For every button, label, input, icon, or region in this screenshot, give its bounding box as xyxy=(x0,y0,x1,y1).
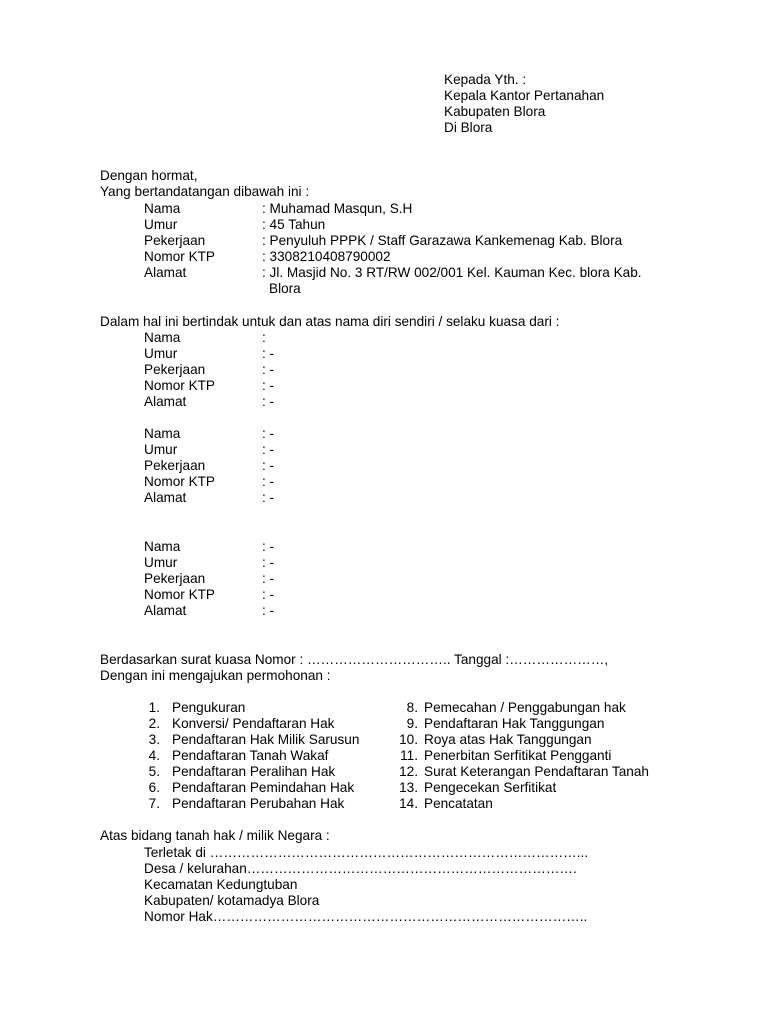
field-value: : - xyxy=(262,378,275,393)
field-label: Pekerjaan xyxy=(144,233,206,248)
request-number: 9. xyxy=(406,716,418,731)
request-number: 8. xyxy=(406,700,418,715)
request-item: Surat Keterangan Pendaftaran Tanah xyxy=(424,764,649,779)
request-number: 14. xyxy=(399,796,418,811)
field-value: : xyxy=(262,330,266,345)
field-label: Nama xyxy=(144,426,181,441)
request-number: 4. xyxy=(148,748,160,763)
recipient-line: Di Blora xyxy=(444,120,493,135)
proxy-intro: Dalam hal ini bertindak untuk dan atas nama diri sendiri / selaku kuasa dari : xyxy=(100,314,560,329)
field-label: Nomor KTP xyxy=(144,474,216,489)
field-label: Nomor KTP xyxy=(144,249,216,264)
request-number: 12. xyxy=(399,764,418,779)
field-label: Umur xyxy=(144,217,178,232)
field-label: Nomor KTP xyxy=(144,587,216,602)
request-item: Pendaftaran Tanah Wakaf xyxy=(172,748,329,763)
field-value: : - xyxy=(262,539,275,554)
greeting: Dengan hormat, xyxy=(100,168,198,183)
request-item: Pendaftaran Hak Milik Sarusun xyxy=(172,732,360,747)
field-label: Nama xyxy=(144,201,181,216)
request-number: 10. xyxy=(399,732,418,747)
field-label: Nama xyxy=(144,539,181,554)
field-value: : 3308210408790002 xyxy=(262,249,391,264)
request-number: 1. xyxy=(148,700,160,715)
recipient-line: Kabupaten Blora xyxy=(444,104,546,119)
field-value: : - xyxy=(262,426,275,441)
field-label: Pekerjaan xyxy=(144,362,206,377)
request-item: Pendaftaran Perubahan Hak xyxy=(172,796,345,811)
field-value: : - xyxy=(262,394,275,409)
field-value: : Penyuluh PPPK / Staff Garazawa Kankemenag Kab. Blora xyxy=(262,233,623,248)
request-item: Pemecahan / Penggabungan hak xyxy=(424,700,626,715)
field-value: : - xyxy=(262,571,275,586)
field-value: : - xyxy=(262,362,275,377)
request-number: 2. xyxy=(148,716,160,731)
field-label: Umur xyxy=(144,555,178,570)
request-item: Pendaftaran Peralihan Hak xyxy=(172,764,336,779)
request-number: 6. xyxy=(148,780,160,795)
power-of-attorney-line: Berdasarkan surat kuasa Nomor : ………………………….. Tanggal :…………………, xyxy=(100,652,609,667)
field-label: Alamat xyxy=(144,603,187,618)
field-value: : - xyxy=(262,442,275,457)
recipient-line: Kepala Kantor Pertanahan xyxy=(444,88,605,103)
field-label: Alamat xyxy=(144,394,187,409)
field-value-continued: Blora xyxy=(269,281,301,296)
field-value: : 45 Tahun xyxy=(262,217,326,232)
request-item: Konversi/ Pendaftaran Hak xyxy=(172,716,335,731)
field-value: : Muhamad Masqun, S.H xyxy=(262,201,413,216)
field-value: : - xyxy=(262,490,275,505)
request-number: 13. xyxy=(399,780,418,795)
field-label: Nama xyxy=(144,330,181,345)
request-number: 5. xyxy=(148,764,160,779)
field-value: : - xyxy=(262,587,275,602)
field-label: Nomor KTP xyxy=(144,378,216,393)
recipient-line: Kepada Yth. : xyxy=(444,72,527,87)
field-value: : - xyxy=(262,555,275,570)
field-value: : - xyxy=(262,346,275,361)
field-value: : - xyxy=(262,458,275,473)
location-line: Kecamatan Kedungtuban xyxy=(144,877,298,892)
request-number: 3. xyxy=(148,732,160,747)
intro-text: Yang bertandatangan dibawah ini : xyxy=(100,184,310,199)
request-item: Pendaftaran Hak Tanggungan xyxy=(424,716,605,731)
field-label: Alamat xyxy=(144,490,187,505)
request-item: Penerbitan Serfitikat Pengganti xyxy=(424,748,612,763)
field-label: Umur xyxy=(144,346,178,361)
field-label: Umur xyxy=(144,442,178,457)
field-label: Pekerjaan xyxy=(144,571,206,586)
request-number: 7. xyxy=(148,796,160,811)
field-value: : - xyxy=(262,474,275,489)
request-item: Pengecekan Serfitikat xyxy=(424,780,557,795)
request-item: Roya atas Hak Tanggungan xyxy=(424,732,592,747)
location-line: Desa / kelurahan………………………………………………………………. xyxy=(144,861,577,876)
field-label: Alamat xyxy=(144,265,187,280)
location-line: Terletak di ………………………………………………………………………... xyxy=(144,845,589,860)
field-label: Pekerjaan xyxy=(144,458,206,473)
location-line: Nomor Hak……………………………………………………………………….. xyxy=(144,909,588,924)
request-intro: Dengan ini mengajukan permohonan : xyxy=(100,668,331,683)
field-value: : Jl. Masjid No. 3 RT/RW 002/001 Kel. Kauman Kec. blora Kab. xyxy=(262,265,642,280)
land-intro: Atas bidang tanah hak / milik Negara : xyxy=(100,828,330,843)
request-item: Pengukuran xyxy=(172,700,246,715)
request-item: Pencatatan xyxy=(424,796,493,811)
request-number: 11. xyxy=(400,748,418,763)
location-line: Kabupaten/ kotamadya Blora xyxy=(144,893,320,908)
field-value: : - xyxy=(262,603,275,618)
request-item: Pendaftaran Pemindahan Hak xyxy=(172,780,355,795)
